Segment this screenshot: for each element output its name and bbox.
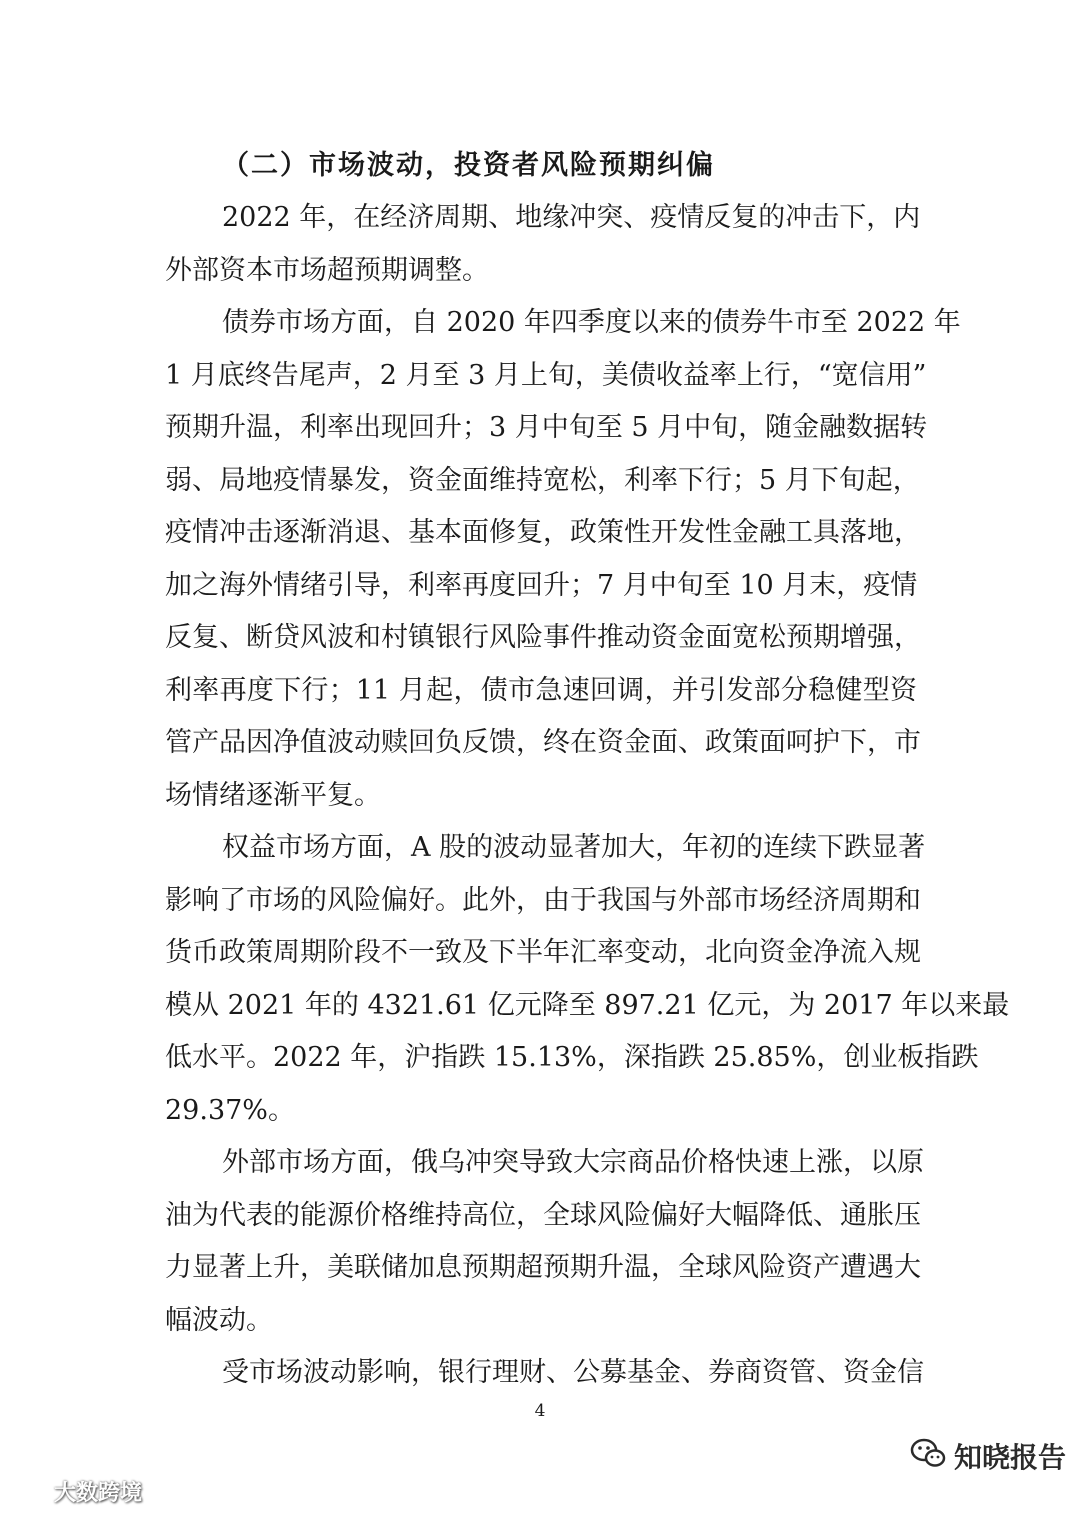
text-line: 预期升温，利率出现回升；3 月中旬至 5 月中旬，随金融数据转 (165, 412, 928, 443)
watermark-left-text: 大数跨境 (54, 1481, 143, 1506)
text-line: 影响了市场的风险偏好。此外，由于我国与外部市场经济周期和 (165, 884, 921, 916)
text-line: 受市场波动影响，银行理财、公募基金、券商资管、资金信 (222, 1357, 924, 1388)
text-line: 弱、局地疫情暴发，资金面维持宽松，利率下行；5 月下旬起， (165, 464, 920, 496)
watermark-right (910, 1436, 1066, 1476)
text-line: 1 月底终告尾声，2 月至 3 月上旬，美债收益率上行，“宽信用” (165, 359, 927, 391)
text-line: 2022 年，在经济周期、地缘冲突、疫情反复的冲击下，内 (222, 202, 921, 233)
paragraph (165, 297, 961, 822)
text-line: 债券市场方面，自 2020 年四季度以来的债券牛市至 2022 年 (222, 307, 961, 338)
text-line: 29.37%。 (165, 1094, 295, 1126)
text-line: 场情绪逐渐平复。 (165, 779, 381, 811)
text-line: 管产品因净值波动赎回负反馈，终在资金面、政策面呵护下，市 (165, 727, 921, 758)
text-line: 低水平。2022 年，沪指跌 15.13%，深指跌 25.85%，创业板指跌 (165, 1042, 979, 1073)
text-line: 模从 2021 年的 4321.61 亿元降至 897.21 亿元，为 2017 年以来最 (165, 989, 1010, 1021)
paragraph (165, 1347, 924, 1400)
page-number: 4 (534, 1401, 546, 1421)
text-line: 油为代表的能源价格维持高位，全球风险偏好大幅降低、通胀压 (165, 1199, 921, 1231)
section-heading: （二）市场波动，投资者风险预期纠偏 (222, 150, 715, 181)
paragraph (165, 192, 921, 297)
sina-weibo-eye-icon (8, 1477, 48, 1507)
wechat-icon (910, 1438, 946, 1475)
watermark-left (8, 1476, 142, 1507)
text-line: 权益市场方面，A 股的波动显著加大，年初的连续下跌显著 (222, 832, 926, 863)
text-line: 疫情冲击逐渐消退、基本面修复，政策性开发性金融工具落地， (165, 517, 921, 548)
text-line: 力显著上升，美联储加息预期超预期升温，全球风险资产遭遇大 (165, 1252, 921, 1283)
watermark-right-text: 知晓报告 (953, 1441, 1066, 1474)
paragraph (165, 822, 1010, 1137)
text-line: 外部市场方面，俄乌冲突导致大宗商品价格快速上涨，以原 (222, 1147, 924, 1178)
paragraph (165, 1137, 924, 1347)
text-line: 反复、断贷风波和村镇银行风险事件推动资金面宽松预期增强， (165, 622, 921, 653)
text-line: 幅波动。 (165, 1304, 273, 1336)
text-line: 货币政策周期阶段不一致及下半年汇率变动，北向资金净流入规 (165, 937, 921, 968)
text-line: 利率再度下行；11 月起，债市急速回调，并引发部分稳健型资 (165, 674, 917, 706)
text-line: 外部资本市场超预期调整。 (165, 254, 489, 286)
text-line: 加之海外情绪引导，利率再度回升；7 月中旬至 10 月末，疫情 (165, 569, 918, 601)
